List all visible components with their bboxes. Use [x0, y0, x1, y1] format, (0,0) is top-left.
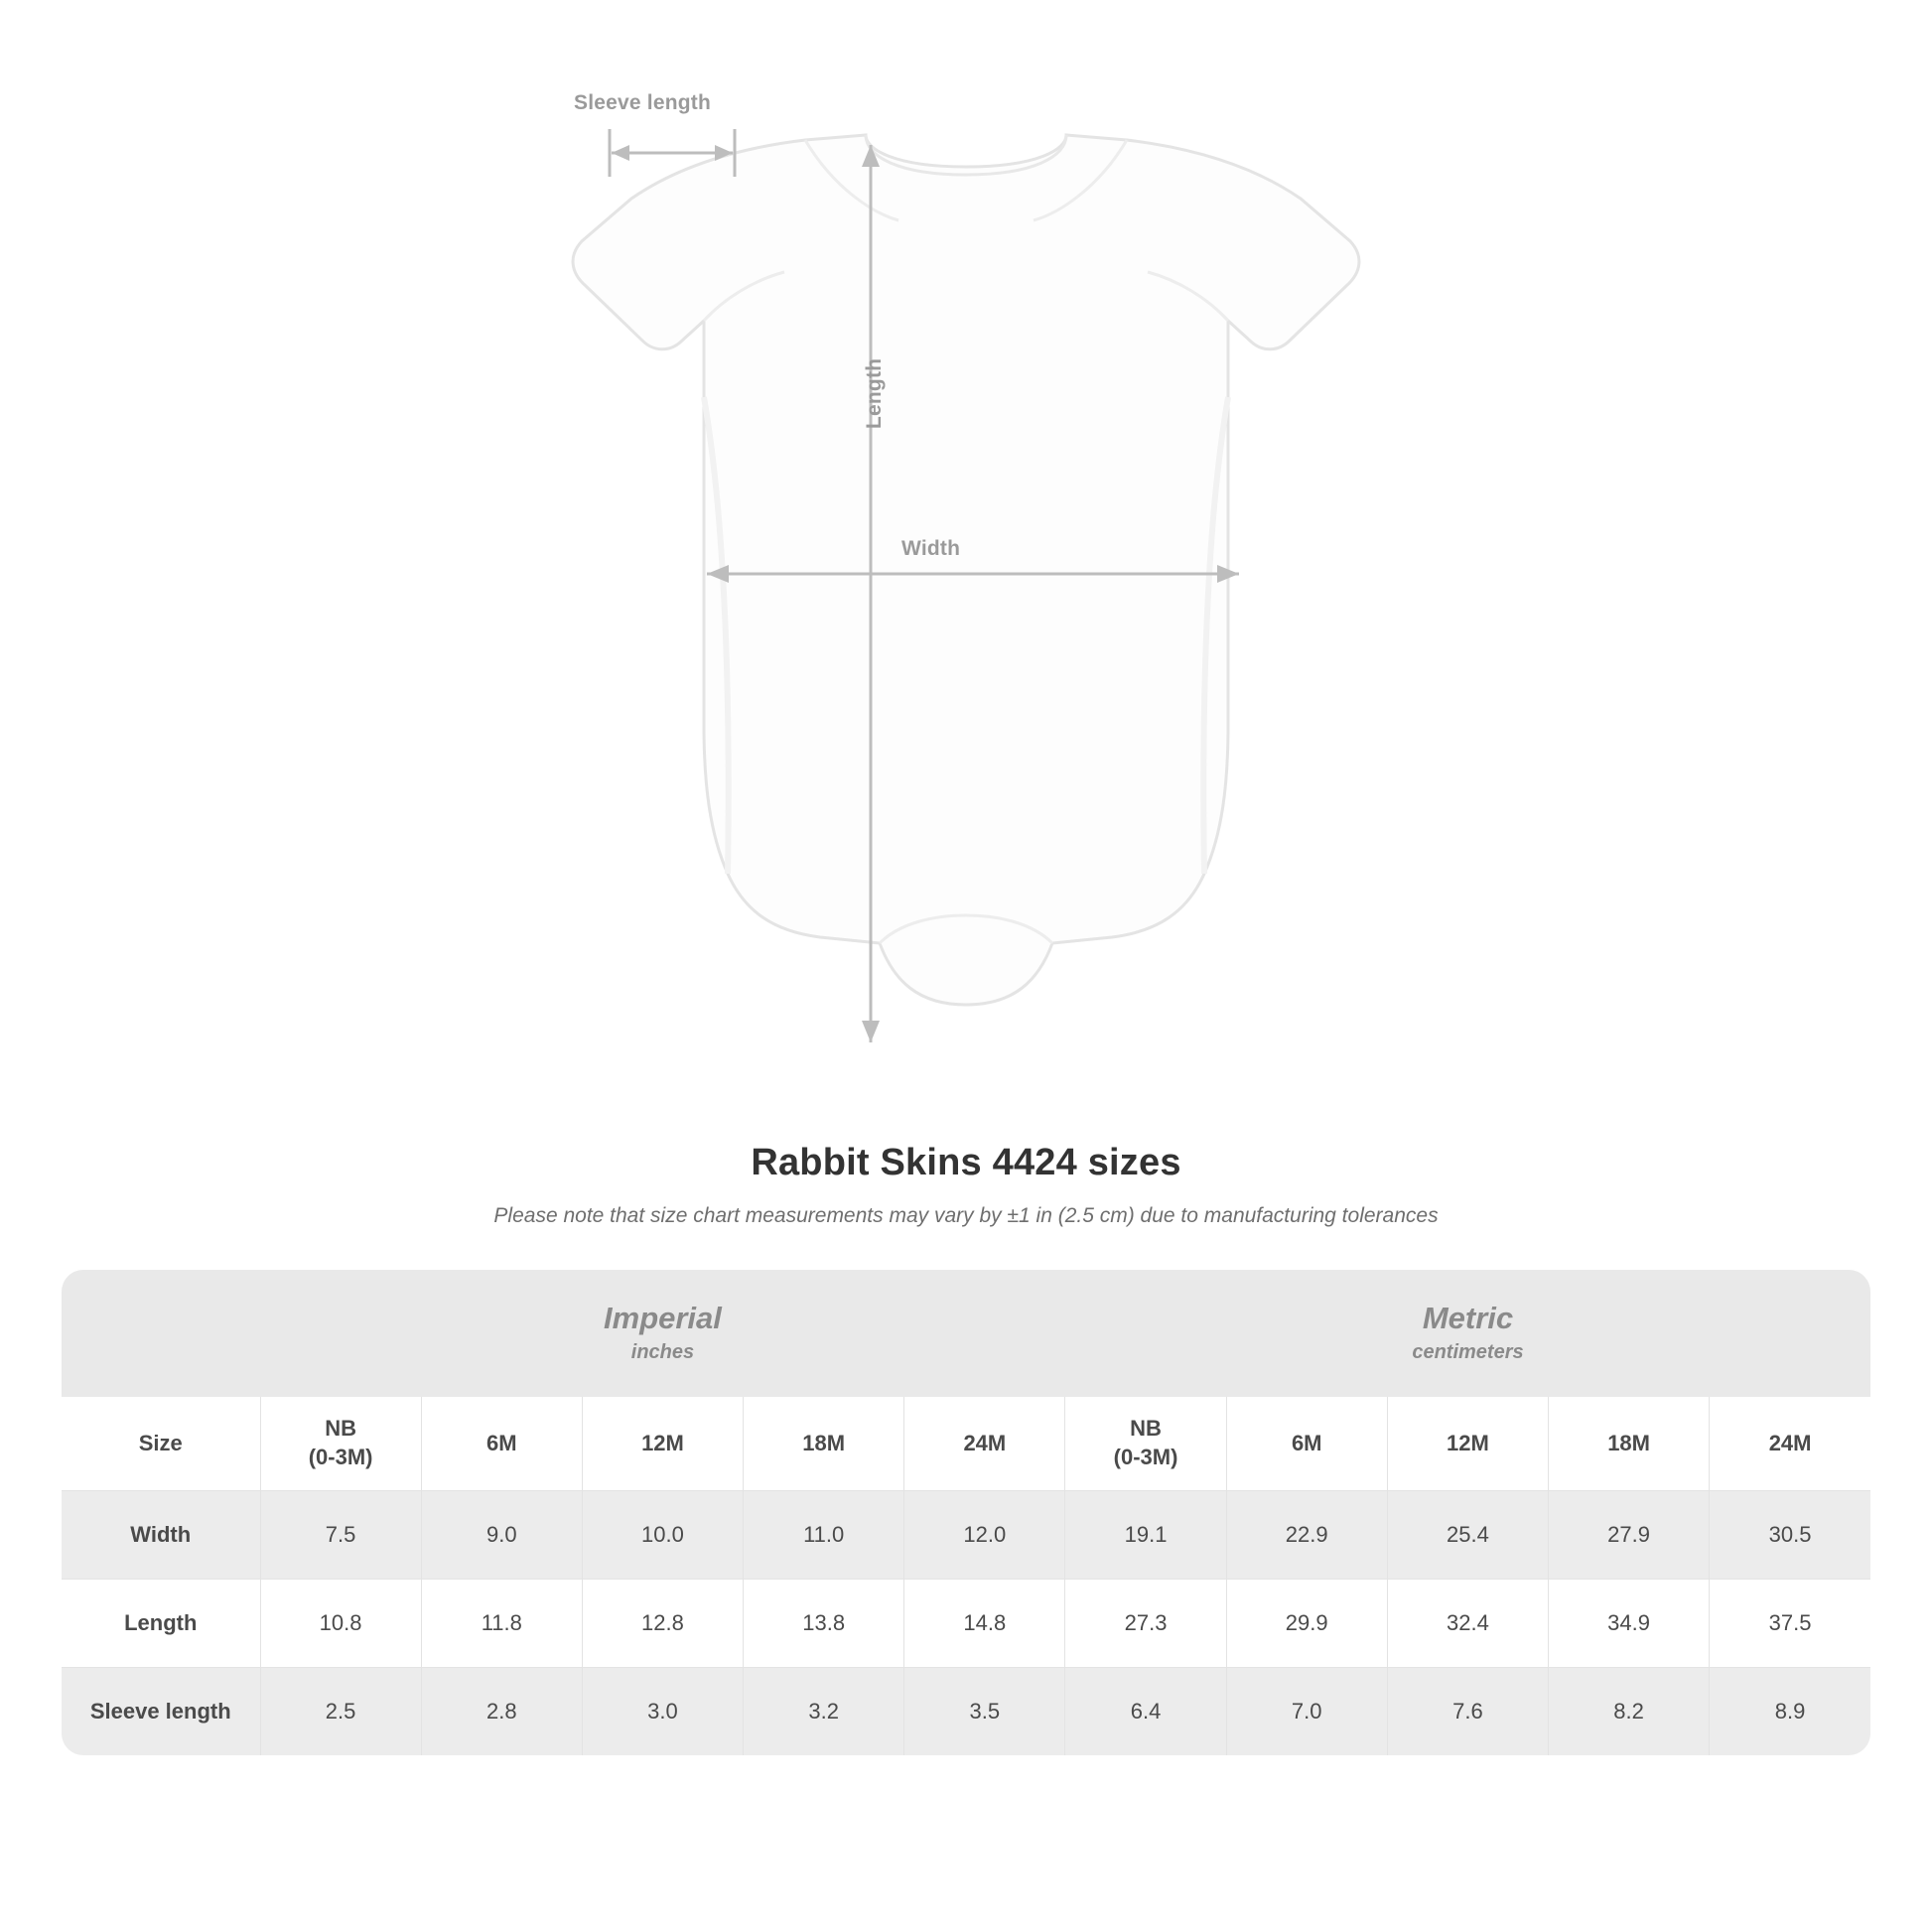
- size-chart-table: [62, 1270, 1870, 1755]
- table-row: [62, 1491, 1870, 1580]
- table-row: [62, 1668, 1870, 1756]
- cell-width-18m-cm: 27.9: [1549, 1491, 1710, 1580]
- cell-width-24m-cm: 30.5: [1710, 1491, 1870, 1580]
- column-header-6m-cm: 6M: [1226, 1397, 1387, 1491]
- column-header-12m-in: 12M: [582, 1397, 743, 1491]
- tolerance-note: Please note that size chart measurements may vary by ±1 in (2.5 cm) due to manufacturing tolerances: [493, 1204, 1439, 1227]
- cell-length-nb-in: 10.8: [260, 1580, 421, 1668]
- cell-sleeve-24m-in: 3.5: [904, 1668, 1065, 1756]
- cell-sleeve-18m-cm: 8.2: [1549, 1668, 1710, 1756]
- unit-header-imperial: [260, 1270, 1065, 1397]
- cell-width-nb-in: 7.5: [260, 1491, 421, 1580]
- cell-sleeve-12m-in: 3.0: [582, 1668, 743, 1756]
- cell-sleeve-24m-cm: 8.9: [1710, 1668, 1870, 1756]
- cell-sleeve-18m-in: 3.2: [744, 1668, 904, 1756]
- cell-length-18m-cm: 34.9: [1549, 1580, 1710, 1668]
- cell-sleeve-nb-cm: 6.4: [1065, 1668, 1226, 1756]
- column-header-size: Size: [62, 1397, 260, 1491]
- column-header-24m-in: 24M: [904, 1397, 1065, 1491]
- column-header-18m-cm: 18M: [1549, 1397, 1710, 1491]
- cell-width-6m-in: 9.0: [421, 1491, 582, 1580]
- column-header-line2: (0-3M): [308, 1445, 373, 1469]
- unit-name-metric: Metric: [1422, 1300, 1514, 1335]
- cell-width-24m-in: 12.0: [904, 1491, 1065, 1580]
- cell-length-24m-cm: 37.5: [1710, 1580, 1870, 1668]
- unit-header-row: [62, 1270, 1870, 1397]
- page-title: Rabbit Skins 4424 sizes: [751, 1142, 1181, 1183]
- unit-sub-metric: centimeters: [1412, 1341, 1524, 1364]
- table-row: [62, 1580, 1870, 1668]
- cell-sleeve-6m-in: 2.8: [421, 1668, 582, 1756]
- cell-length-12m-cm: 32.4: [1387, 1580, 1548, 1668]
- sleeve-length-label: Sleeve length: [574, 91, 711, 114]
- column-header-6m-in: 6M: [421, 1397, 582, 1491]
- cell-length-18m-in: 13.8: [744, 1580, 904, 1668]
- bodysuit-shape: [573, 135, 1359, 1005]
- unit-header-metric: [1065, 1270, 1870, 1397]
- column-header-line2: (0-3M): [1113, 1445, 1178, 1469]
- unit-sub-imperial: inches: [630, 1341, 695, 1364]
- row-label-length: Length: [62, 1580, 260, 1668]
- cell-length-nb-cm: 27.3: [1065, 1580, 1226, 1668]
- column-header-18m-in: 18M: [744, 1397, 904, 1491]
- cell-sleeve-6m-cm: 7.0: [1226, 1668, 1387, 1756]
- length-label: Length: [863, 357, 886, 429]
- cell-length-6m-in: 11.8: [421, 1580, 582, 1668]
- column-header-24m-cm: 24M: [1710, 1397, 1870, 1491]
- row-label-sleeve-length: Sleeve length: [62, 1668, 260, 1756]
- unit-name-imperial: Imperial: [604, 1300, 722, 1335]
- width-label: Width: [901, 537, 961, 560]
- cell-length-12m-in: 12.8: [582, 1580, 743, 1668]
- size-header-row: [62, 1397, 1870, 1491]
- column-header-12m-cm: 12M: [1387, 1397, 1548, 1491]
- column-header-nb-cm: [1065, 1397, 1226, 1491]
- cell-width-18m-in: 11.0: [744, 1491, 904, 1580]
- unit-header-blank: [62, 1270, 260, 1397]
- cell-width-6m-cm: 22.9: [1226, 1491, 1387, 1580]
- column-header-line1: NB: [1130, 1416, 1162, 1442]
- cell-length-6m-cm: 29.9: [1226, 1580, 1387, 1668]
- cell-width-12m-in: 10.0: [582, 1491, 743, 1580]
- row-label-width: Width: [62, 1491, 260, 1580]
- size-table: [62, 1270, 1870, 1755]
- cell-sleeve-12m-cm: 7.6: [1387, 1668, 1548, 1756]
- cell-width-12m-cm: 25.4: [1387, 1491, 1548, 1580]
- cell-width-nb-cm: 19.1: [1065, 1491, 1226, 1580]
- column-header-line1: NB: [325, 1416, 356, 1442]
- column-header-nb-in: [260, 1397, 421, 1491]
- cell-length-24m-in: 14.8: [904, 1580, 1065, 1668]
- cell-sleeve-nb-in: 2.5: [260, 1668, 421, 1756]
